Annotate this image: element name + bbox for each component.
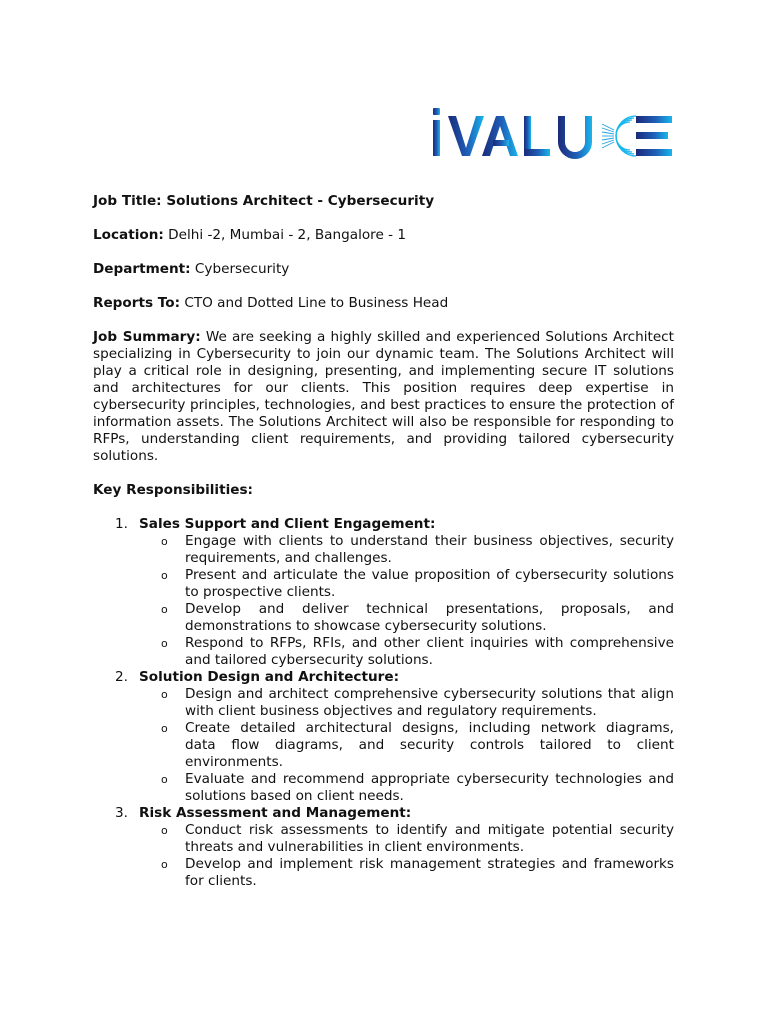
department-value: Cybersecurity (190, 261, 290, 277)
bullet-icon: o (161, 773, 168, 786)
list-item-text: Create detailed architectural designs, including network diagrams, data flow diagrams, and security controls tailored to client environments. (185, 720, 674, 770)
bullet-icon: o (161, 569, 168, 582)
section-number: 2. (115, 669, 128, 685)
list-item (139, 856, 674, 890)
section-number: 3. (115, 805, 128, 821)
list-item-text: Develop and implement risk management strategies and frameworks for clients. (185, 856, 674, 889)
department-label: Department: (93, 261, 191, 277)
section-risk-assessment (93, 805, 674, 890)
job-title: Job Title: Solutions Architect - Cybersecurity (93, 193, 435, 209)
list-item (139, 771, 674, 805)
list-item-text: Engage with clients to understand their business objectives, security requirements, and challenges. (185, 533, 674, 566)
section-title: Solution Design and Architecture: (139, 669, 400, 685)
location-label: Location: (93, 227, 164, 243)
job-summary-label: Job Summary: (93, 329, 201, 345)
list-item (139, 635, 674, 669)
ivalue-logo (430, 104, 682, 160)
key-responsibilities-heading: Key Responsibilities: (93, 482, 253, 498)
list-item (139, 720, 674, 771)
bullet-icon: o (161, 858, 168, 871)
bullet-icon: o (161, 535, 168, 548)
reports-to-line (93, 295, 674, 312)
list-item (139, 567, 674, 601)
list-item-text: Evaluate and recommend appropriate cybersecurity technologies and solutions based on client needs. (185, 771, 674, 804)
bullet-icon: o (161, 824, 168, 837)
location-value: Delhi -2, Mumbai - 2, Bangalore - 1 (163, 227, 407, 243)
section-title: Sales Support and Client Engagement: (139, 516, 436, 532)
list-item (139, 686, 674, 720)
list-item-text: Conduct risk assessments to identify and mitigate potential security threats and vulnerabilities in client environments. (185, 822, 674, 855)
bullet-icon: o (161, 722, 168, 735)
bullet-icon: o (161, 637, 168, 650)
job-summary (93, 329, 674, 465)
list-item (139, 533, 674, 567)
section-number: 1. (115, 516, 128, 532)
section-title: Risk Assessment and Management: (139, 805, 412, 821)
responsibility-sections (93, 516, 674, 890)
section-solution-design (93, 669, 674, 805)
reports-to-value: CTO and Dotted Line to Business Head (180, 295, 449, 311)
bullet-icon: o (161, 603, 168, 616)
list-item-text: Present and articulate the value proposition of cybersecurity solutions to prospective clients. (185, 567, 674, 600)
section-sales-support (93, 516, 674, 669)
list-item-text: Respond to RFPs, RFIs, and other client inquiries with comprehensive and tailored cybersecurity solutions. (185, 635, 674, 668)
bullet-icon: o (161, 688, 168, 701)
list-item-text: Develop and deliver technical presentations, proposals, and demonstrations to showcase cybersecurity solutions. (185, 601, 674, 634)
location-line (93, 227, 674, 244)
list-item (139, 601, 674, 635)
list-item (139, 822, 674, 856)
department-line (93, 261, 674, 278)
list-item-text: Design and architect comprehensive cybersecurity solutions that align with client business objectives and regulatory requirements. (185, 686, 674, 719)
reports-to-label: Reports To: (93, 295, 181, 311)
job-description (93, 193, 674, 890)
job-summary-text: We are seeking a highly skilled and experienced Solutions Architect specializing in Cybersecurity to join our dynamic team. The Solutions Architect will play a critical role in designing, presenting, and implementing secure IT solutions and architectures for our clients. This position requires deep expertise in cybersecurity principles, technologies, and best practices to ensure the protection of information assets. The Solutions Architect will also be responsible for responding to RFPs, understanding client requirements, and providing tailored cybersecurity solutions. (93, 329, 674, 464)
